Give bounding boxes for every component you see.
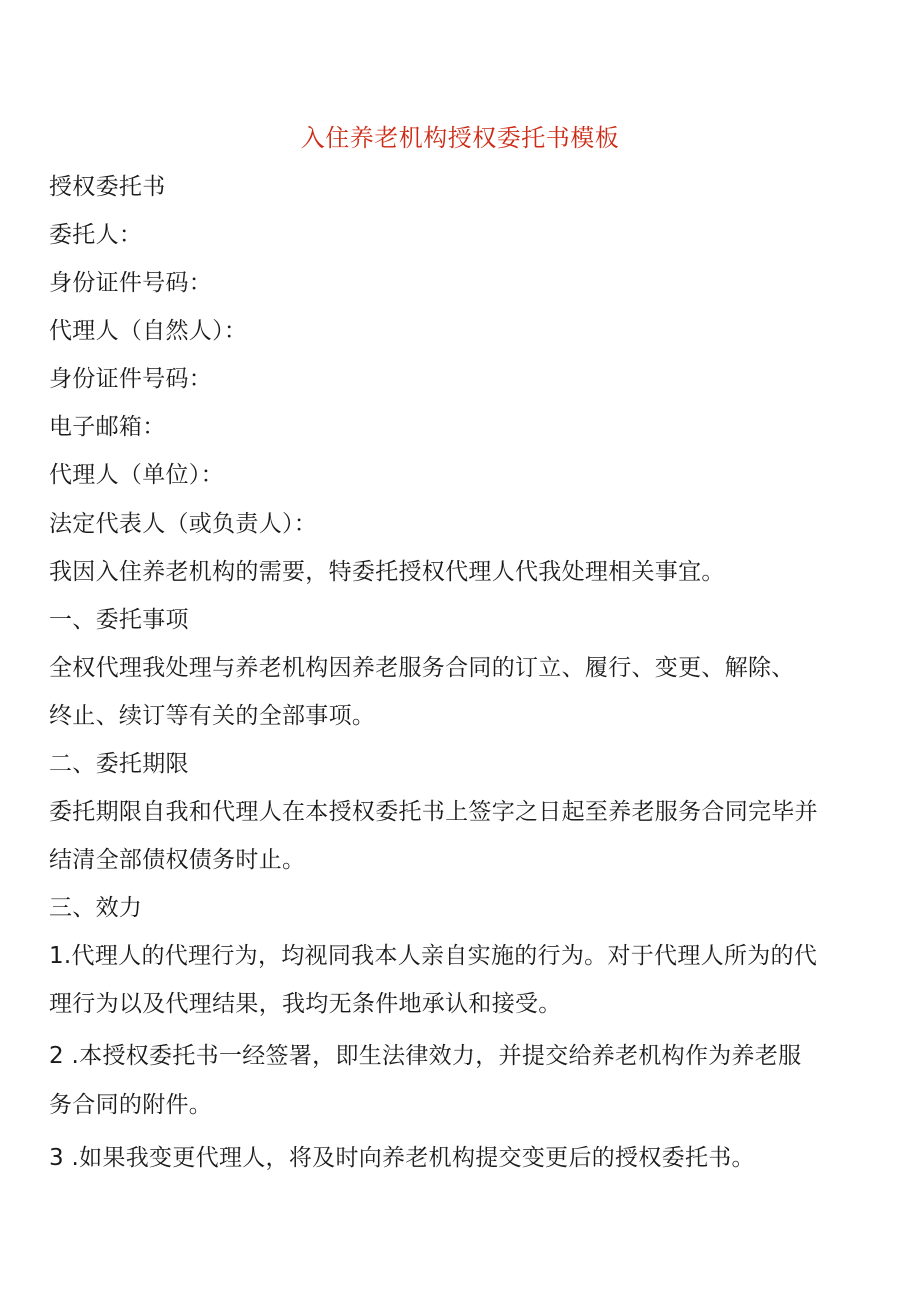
section-heading-term: 二、委托期限 [49, 751, 189, 777]
paragraph-line: 3 .如果我变更代理人，将及时向养老机构提交变更后的授权委托书。 [49, 1145, 755, 1171]
document-title: 入住养老机构授权委托书模板 [300, 124, 620, 152]
paragraph-line: 结清全部债权债务时止。 [49, 847, 306, 873]
paragraph-line: 全权代理我处理与养老机构因养老服务合同的订立、履行、变更、解除、 [49, 655, 795, 681]
intro-statement: 我因入住养老机构的需要，特委托授权代理人代我处理相关事宜。 [49, 559, 725, 585]
field-legal-representative: 法定代表人（或负责人）： [49, 511, 318, 537]
field-email: 电子邮箱： [49, 414, 166, 440]
field-principal-id-number: 身份证件号码： [49, 270, 213, 296]
paragraph-line: 务合同的附件。 [49, 1092, 213, 1118]
paragraph-line: 1.代理人的代理行为，均视同我本人亲自实施的行为。对于代理人所为的代 [49, 943, 818, 969]
field-agent-organization: 代理人（单位）： [49, 462, 224, 488]
section-heading-matters: 一、委托事项 [49, 607, 189, 633]
paragraph-line: 委托期限自我和代理人在本授权委托书上签字之日起至养老服务合同完毕并 [49, 799, 818, 825]
field-agent-natural-person: 代理人（自然人）： [49, 318, 248, 344]
paragraph-line: 2 .本授权委托书一经签署，即生法律效力，并提交给养老机构作为养老服 [49, 1043, 802, 1069]
paragraph-line: 终止、续订等有关的全部事项。 [49, 703, 376, 729]
heading-authorization-letter: 授权委托书 [49, 174, 166, 200]
paragraph-line: 理行为以及代理结果，我均无条件地承认和接受。 [49, 991, 562, 1017]
field-agent-id-number: 身份证件号码： [49, 366, 213, 392]
field-principal: 委托人： [49, 222, 143, 248]
section-heading-effect: 三、效力 [49, 895, 143, 921]
